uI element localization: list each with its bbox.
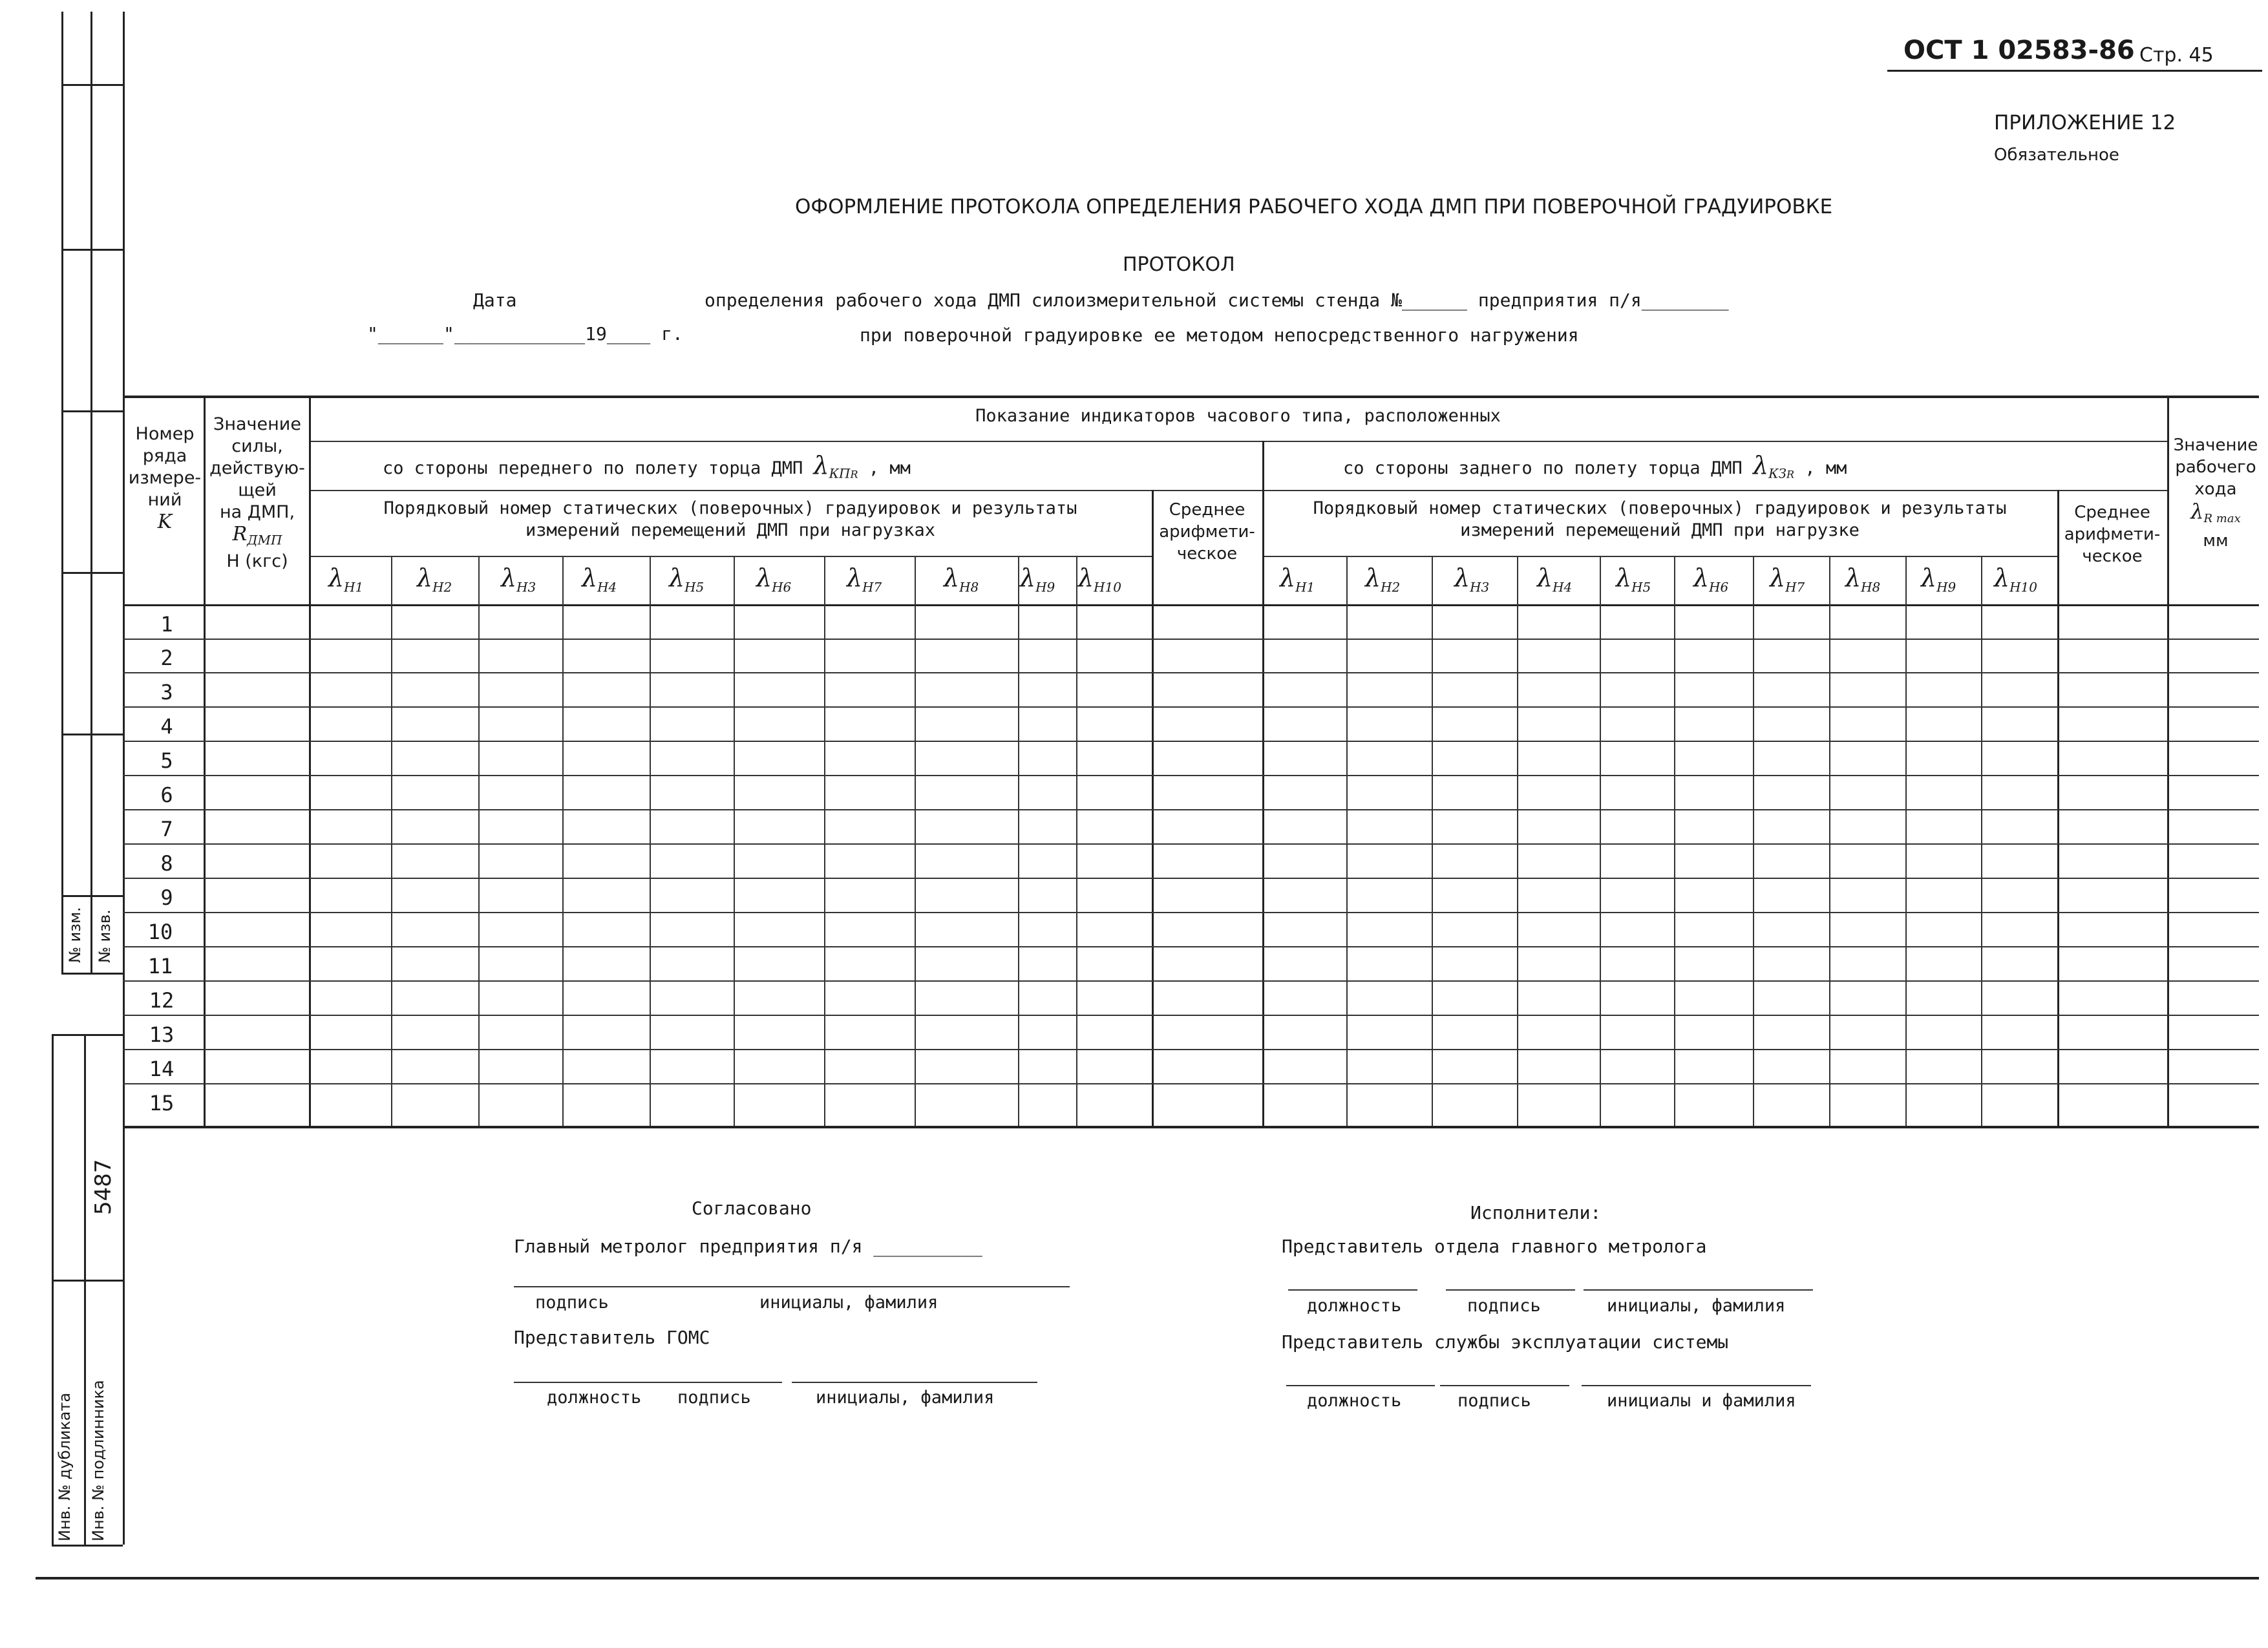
lambda-rear-h10: $\lambda_{Н10}$ <box>1994 564 2037 595</box>
lambda-rear-h5: $\lambda_{Н5}$ <box>1616 564 1651 595</box>
goms-line: Представитель ГОМС <box>514 1327 710 1348</box>
appendix-status: Обязательное <box>1994 145 2119 165</box>
lambda-front-h10: $\lambda_{Н10}$ <box>1078 564 1121 595</box>
row-number: 1 <box>160 612 173 637</box>
row-number: 10 <box>147 920 173 944</box>
lambda-front-h9: $\lambda_{Н9}$ <box>1020 564 1055 595</box>
top-header: Показание индикаторов часового типа, расположенных <box>975 406 1501 426</box>
row-number: 8 <box>160 851 173 876</box>
chief-metrologist-line: Главный метролог предприятия п/я __________ <box>514 1236 982 1257</box>
protocol-heading: ПРОТОКОЛ <box>1123 253 1235 276</box>
caption-initials: инициалы, фамилия <box>759 1293 938 1313</box>
front-average-header: Среднее арифмети- ческое <box>1159 500 1255 564</box>
lambda-front-h7: $\lambda_{Н7}$ <box>847 564 882 595</box>
front-subheader: Порядковый номер статических (поверочных) градуировок и результаты измерений перемещений ДМП при нагрузках <box>383 498 1077 540</box>
row-number: 11 <box>147 954 173 978</box>
inv-number: 5487 <box>90 1159 116 1215</box>
lambda-front-h6: $\lambda_{Н6}$ <box>756 564 792 595</box>
date-label: Дата <box>473 290 517 311</box>
inv-podl-label: Инв. № подлинника <box>89 1380 107 1541</box>
caption-initials: инициалы, фамилия <box>1607 1296 1786 1316</box>
date-line: "______"____________19____ г. <box>367 323 683 344</box>
caption-position: должность <box>1307 1296 1402 1316</box>
metrology-rep-line: Представитель отдела главного метролога <box>1282 1236 1707 1257</box>
col-stroke-header: Значение рабочего хода $\lambda_{R max}$ мм <box>2173 436 2258 551</box>
row-number: 6 <box>160 783 173 807</box>
row-number: 12 <box>149 988 175 1013</box>
page-title: ОФОРМЛЕНИЕ ПРОТОКОЛА ОПРЕДЕЛЕНИЯ РАБОЧЕГО ХОДА ДМП ПРИ ПОВЕРОЧНОЙ ГРАДУИРОВКЕ <box>795 195 1833 218</box>
lambda-rear-h6: $\lambda_{Н6}$ <box>1693 564 1729 595</box>
lambda-rear-h9: $\lambda_{Н9}$ <box>1921 564 1956 595</box>
operations-rep-line: Представитель службы эксплуатации системы <box>1282 1331 1729 1353</box>
inv-dubl-label: Инв. № дубликата <box>56 1392 74 1541</box>
caption-initials: инициалы и фамилия <box>1607 1391 1796 1411</box>
header-rule <box>1887 70 2262 72</box>
rear-average-header: Среднее арифмети- ческое <box>2064 503 2161 566</box>
row-number: 4 <box>160 714 173 739</box>
lambda-front-h5: $\lambda_{Н5}$ <box>669 564 705 595</box>
lambda-front-h4: $\lambda_{Н4}$ <box>582 564 617 595</box>
row-number: 2 <box>160 646 173 670</box>
appendix-label: ПРИЛОЖЕНИЕ 12 <box>1994 111 2176 134</box>
row-number: 5 <box>160 748 173 773</box>
caption-signature: подпись <box>1467 1296 1541 1316</box>
izv-label: № изв. <box>96 909 114 963</box>
caption-initials: инициалы, фамилия <box>816 1388 995 1408</box>
executors-title: Исполнители: <box>1470 1202 1602 1223</box>
col-row-number-header: Номер ряда измере- ний K <box>128 424 202 533</box>
row-number: 14 <box>149 1057 175 1081</box>
page-number: Стр. 45 <box>2139 44 2214 67</box>
rear-side-header: со стороны заднего по полету торца ДМП $\lambda_{КЗR}$ , мм <box>1343 451 1847 481</box>
caption-signature: подпись <box>535 1293 609 1313</box>
row-number: 7 <box>160 817 173 841</box>
approved-title: Согласовано <box>692 1198 812 1219</box>
lambda-front-h1: $\lambda_{Н1}$ <box>328 564 364 595</box>
caption-signature: подпись <box>677 1388 751 1408</box>
caption-position: должность <box>547 1388 642 1408</box>
lambda-front-h3: $\lambda_{Н3}$ <box>501 564 536 595</box>
lambda-front-h8: $\lambda_{Н8}$ <box>944 564 979 595</box>
caption-position: должность <box>1307 1391 1402 1411</box>
col-force-header: Значение силы, действую- щей на ДМП, $R_{ДМП}$ Н (кгс) <box>209 414 305 572</box>
lambda-rear-h1: $\lambda_{Н1}$ <box>1280 564 1315 595</box>
row-number: 9 <box>160 885 173 910</box>
lambda-rear-h7: $\lambda_{Н7}$ <box>1770 564 1805 595</box>
lambda-rear-h8: $\lambda_{Н8}$ <box>1845 564 1881 595</box>
row-number: 15 <box>149 1091 175 1115</box>
rear-subheader: Порядковый номер статических (поверочных) градуировок и результаты измерений перемещений ДМП при нагрузке <box>1313 498 2007 540</box>
doc-code: ОСТ 1 02583-86 <box>1903 36 2135 65</box>
lambda-rear-h3: $\lambda_{Н3}$ <box>1454 564 1490 595</box>
izm-label: № изм. <box>66 907 84 963</box>
bottom-rule <box>36 1577 2259 1579</box>
protocol-line1: определения рабочего хода ДМП силоизмерительной системы стенда №______ предприятия п/я________ <box>705 290 1729 311</box>
lambda-rear-h4: $\lambda_{Н4}$ <box>1537 564 1573 595</box>
front-side-header: со стороны переднего по полету торца ДМП $\lambda_{КПR}$ , мм <box>383 451 911 481</box>
protocol-line2: при поверочной градуировке ее методом непосредственного нагружения <box>860 324 1579 346</box>
row-number: 13 <box>149 1022 175 1047</box>
row-number: 3 <box>160 680 173 704</box>
caption-signature: подпись <box>1457 1391 1531 1411</box>
lambda-rear-h2: $\lambda_{Н2}$ <box>1365 564 1401 595</box>
lambda-front-h2: $\lambda_{Н2}$ <box>417 564 452 595</box>
